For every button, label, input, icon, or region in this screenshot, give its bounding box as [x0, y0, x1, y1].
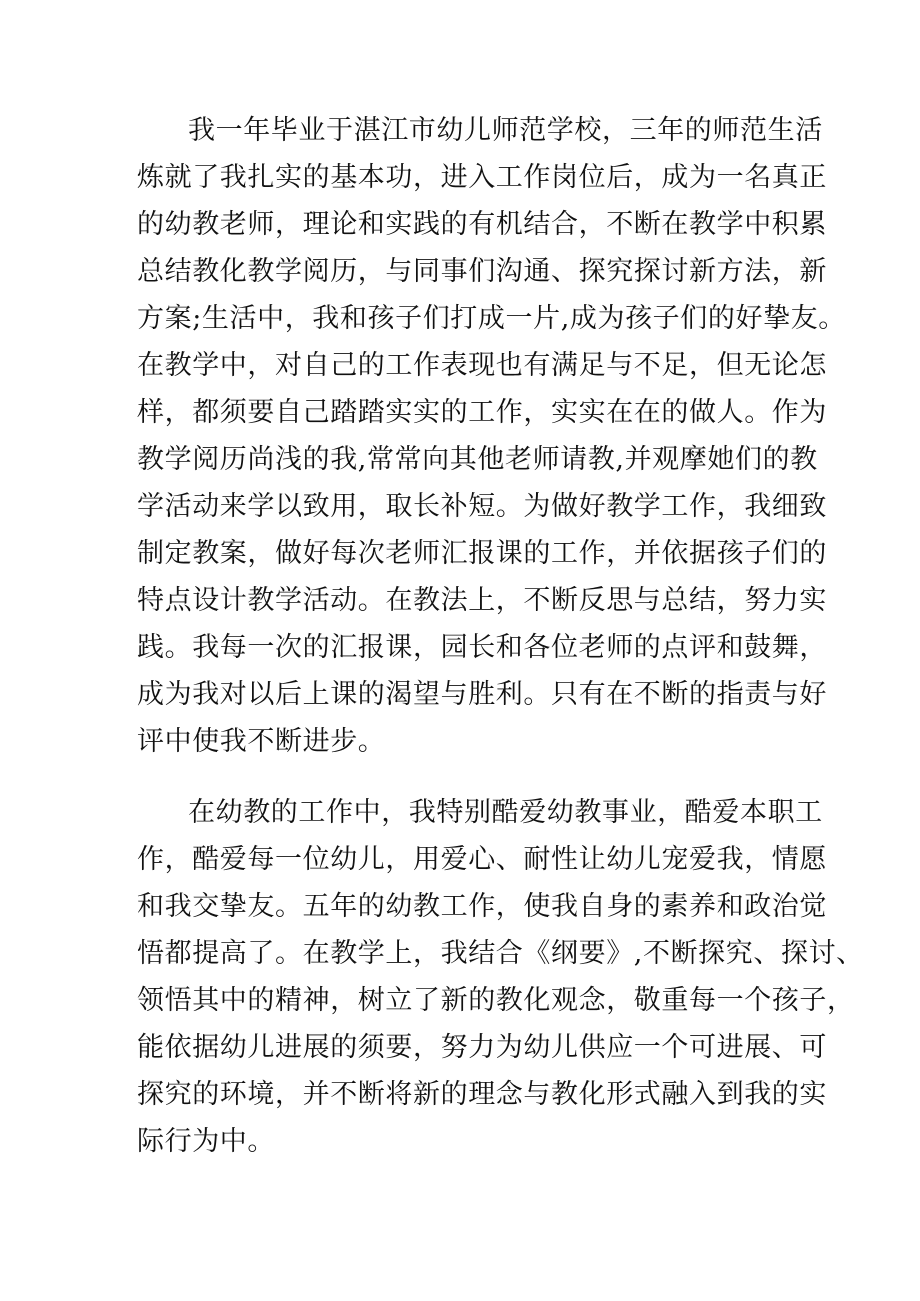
- paragraph-line: 的幼教老师，理论和实践的有机结合，不断在教学中积累: [137, 209, 827, 240]
- paragraph-line: 领悟其中的精神，树立了新的教化观念，敬重每一个孩子，: [137, 985, 855, 1016]
- paragraph-line: 方案;生活中，我和孩子们打成一片,成为孩子们的好挚友。: [137, 303, 846, 334]
- paragraph-line: 悟都提高了。在教学上，我结合《纲要》,不断探究、探讨、: [137, 938, 864, 969]
- paragraph-line: 评中使我不断进步。: [137, 726, 386, 757]
- paragraph-line: 探究的环境，并不断将新的理念与教化形式融入到我的实: [137, 1079, 827, 1110]
- paragraph-line: 我一年毕业于湛江市幼儿师范学校，三年的师范生活: [188, 115, 823, 146]
- paragraph-line: 总结教化教学阅历，与同事们沟通、探究探讨新方法，新: [137, 256, 827, 287]
- paragraph-line: 成为我对以后上课的渴望与胜利。只有在不断的指责与好: [137, 679, 827, 710]
- paragraph-line: 在幼教的工作中，我特别酷爱幼教事业，酷爱本职工: [188, 797, 823, 828]
- paragraph-line: 际行为中。: [137, 1126, 275, 1157]
- paragraph-line: 践。我每一次的汇报课，园长和各位老师的点评和鼓舞，: [137, 632, 827, 663]
- paragraph-line: 和我交挚友。五年的幼教工作，使我自身的素养和政治觉: [137, 891, 827, 922]
- paragraph-line: 作，酷爱每一位幼儿，用爱心、耐性让幼儿宠爱我，情愿: [137, 844, 827, 875]
- paragraph-line: 教学阅历尚浅的我,常常向其他老师请教,并观摩她们的教: [137, 444, 818, 475]
- paragraph-line: 炼就了我扎实的基本功，进入工作岗位后，成为一名真正: [137, 162, 827, 193]
- paragraph-line: 在教学中，对自己的工作表现也有满足与不足，但无论怎: [137, 350, 827, 381]
- paragraph-line: 样，都须要自己踏踏实实的工作，实实在在的做人。作为: [137, 397, 827, 428]
- paragraph-line: 学活动来学以致用，取长补短。为做好教学工作，我细致: [137, 491, 827, 522]
- paragraph-line: 能依据幼儿进展的须要，努力为幼儿供应一个可进展、可: [137, 1032, 827, 1063]
- paragraph-line: 特点设计教学活动。在教法上，不断反思与总结，努力实: [137, 585, 827, 616]
- paragraph-line: 制定教案，做好每次老师汇报课的工作，并依据孩子们的: [137, 538, 827, 569]
